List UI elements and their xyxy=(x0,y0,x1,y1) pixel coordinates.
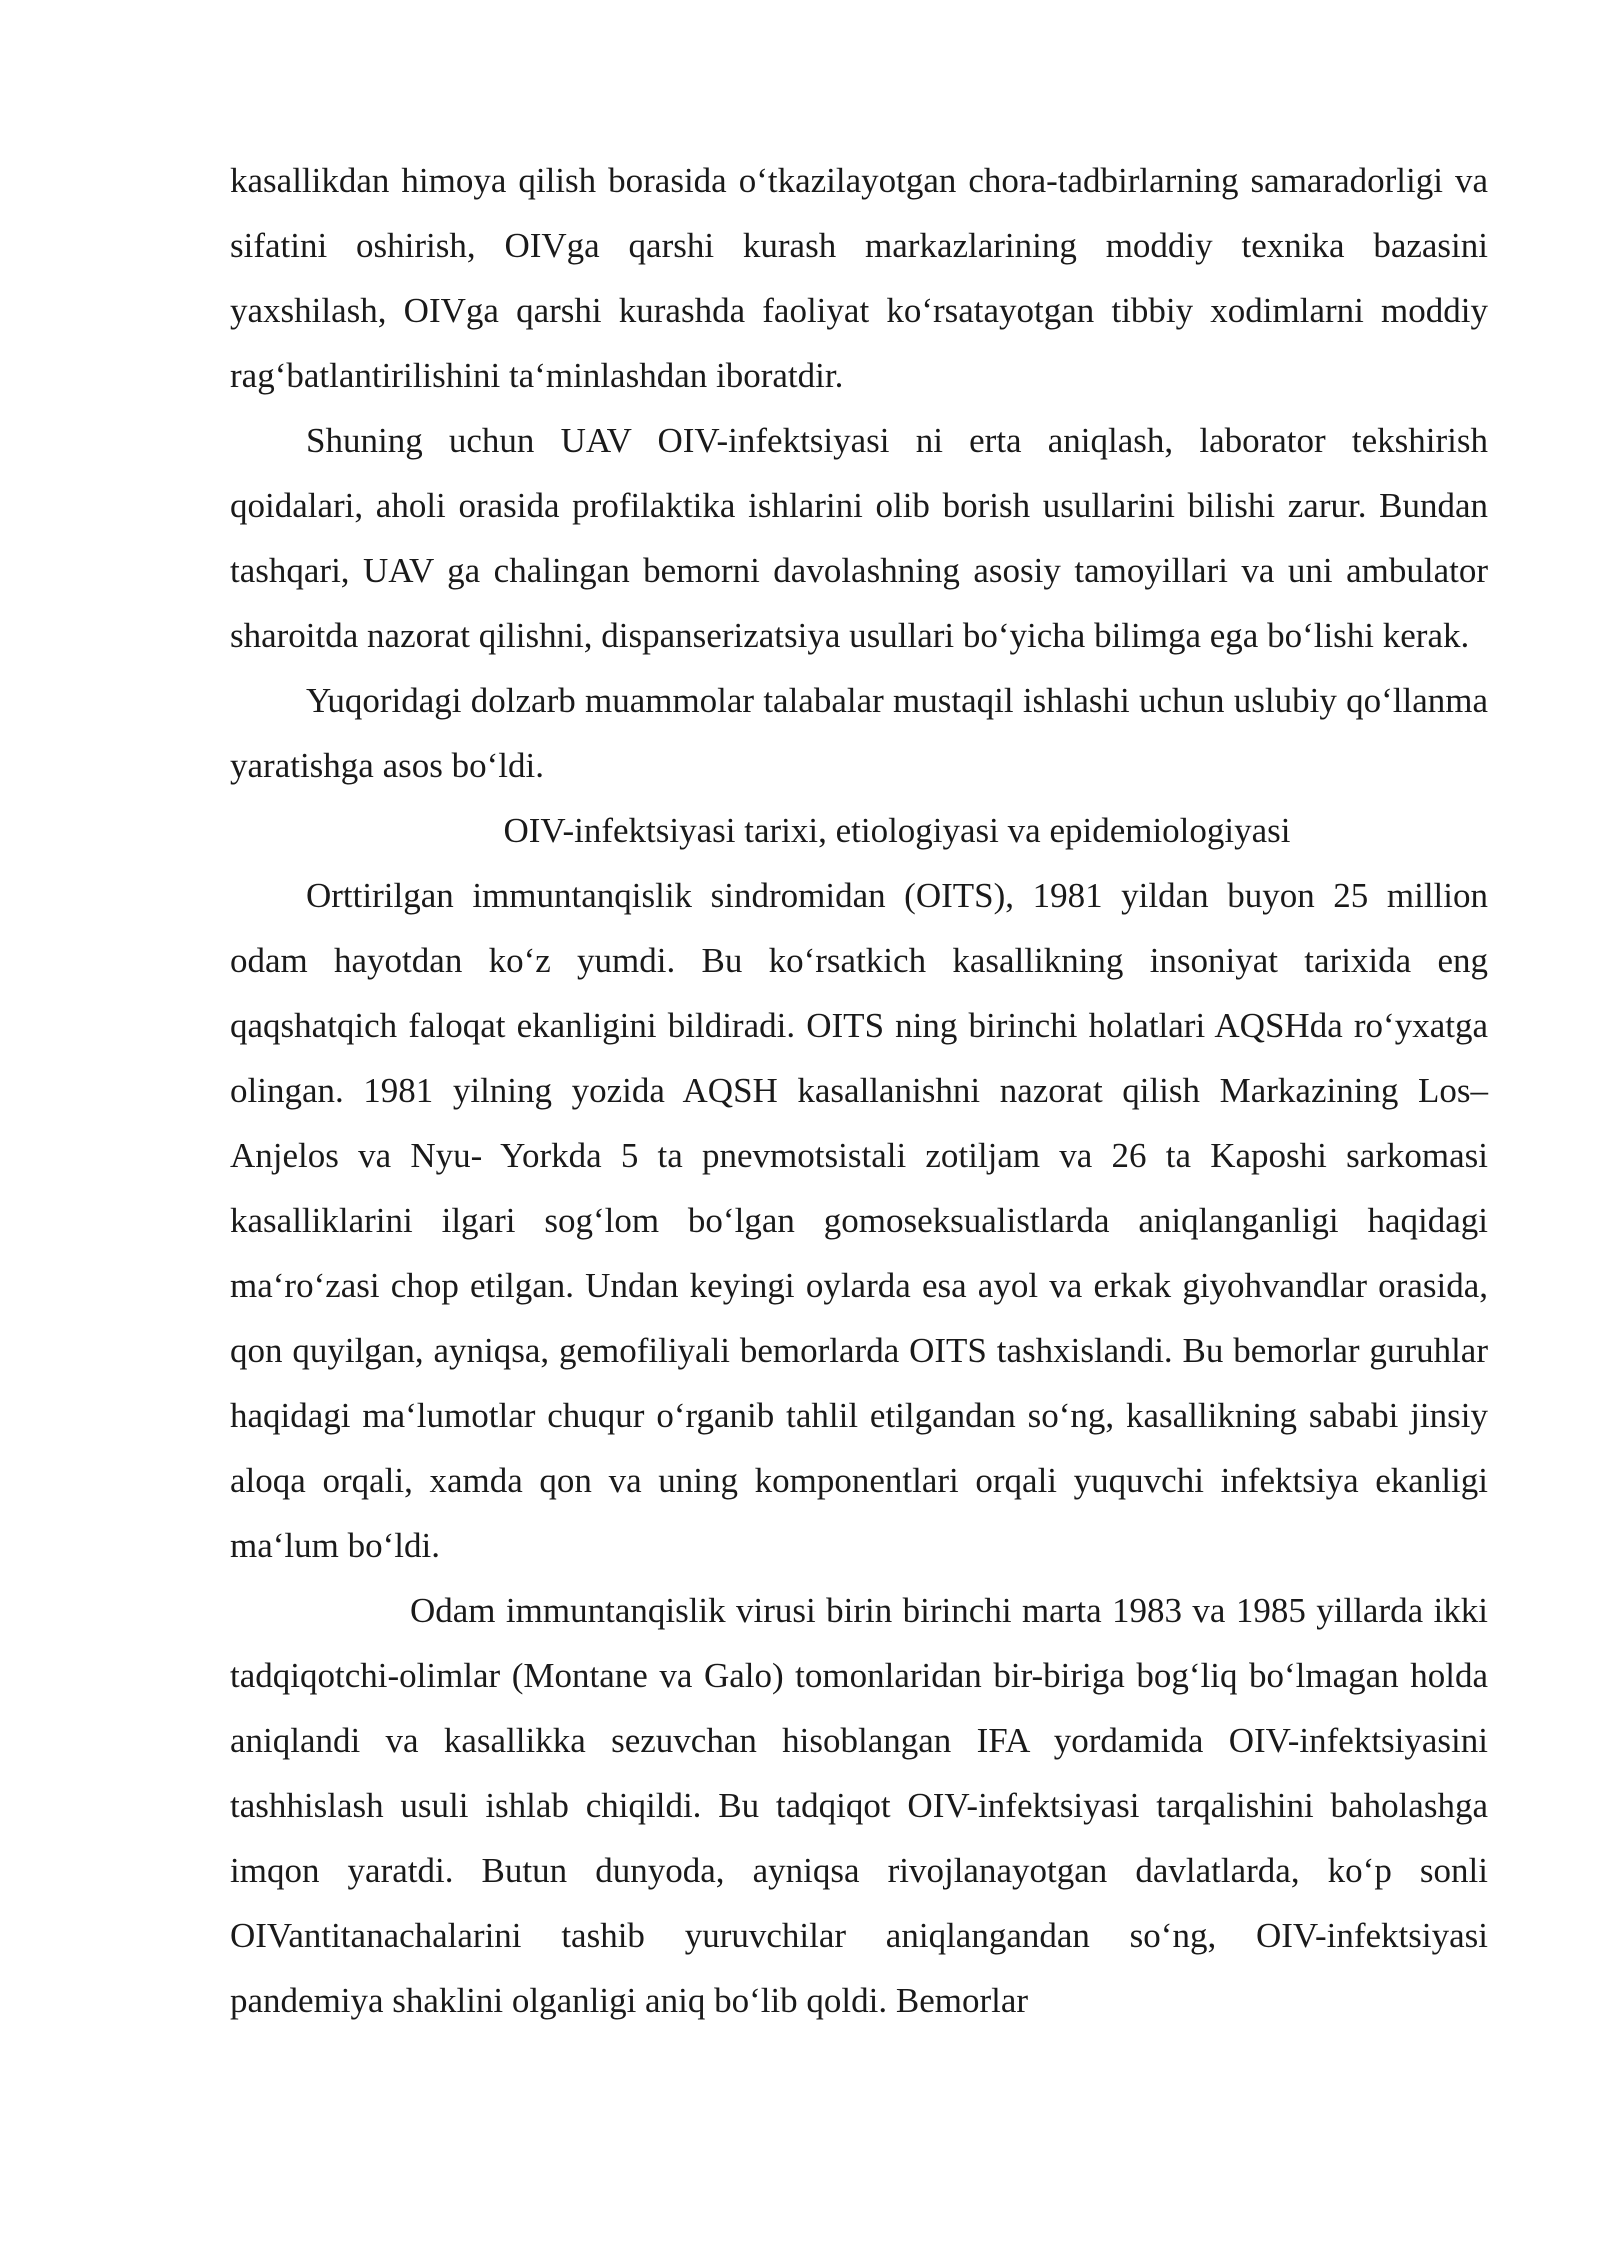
paragraph-uav-knowledge: Shuning uchun UAV OIV-infektsiyasi ni erta aniqlash, laborator tekshirish qoidalari, aholi orasida profilaktika ishlarini olib borish usullarini bilishi zarur. Bundan tashqari, UAV ga chalingan bemorni davolashning asosiy tamoyillari va uni ambulator sharoitda nazorat qilishni, dispanserizatsiya usullari bo‘yicha bilimga ega bo‘lishi kerak. xyxy=(230,421,1488,655)
document-page xyxy=(230,148,1488,2033)
paragraph-manual-basis: Yuqoridagi dolzarb muammolar talabalar mustaqil ishlashi uchun uslubiy qo‘llanma yaratishga asos bo‘ldi. xyxy=(230,681,1488,785)
paragraph-virus-discovery: Odam immuntanqislik virusi birin birinchi marta 1983 va 1985 yillarda ikki tadqiqotchi-olimlar (Montane va Galo) tomonlaridan bir-biriga bog‘liq bo‘lmagan holda aniqlandi va kasallikka sezuvchan hisoblangan IFA yordamida OIV-infektsiyasini tashhislash usuli ishlab chiqildi. Bu tadqiqot OIV-infektsiyasi tarqalishini baholashga imqon yaratdi. Butun dunyoda, ayniqsa rivojlanayotgan davlatlarda, ko‘p sonli OIVantitanachalarini tashib yuruvchilar aniqlangandan so‘ng, OIV-infektsiyasi pandemiya shaklini olganligi aniq bo‘lib qoldi. Bemorlar xyxy=(230,1591,1488,2020)
paragraph-aids-history: Orttirilgan immuntanqislik sindromidan (OITS), 1981 yildan buyon 25 million odam hayotdan ko‘z yumdi. Bu ko‘rsatkich kasallikning insoniyat tarixida eng qaqshatqich faloqat ekanligini bildiradi. OITS ning birinchi holatlari AQSHda ro‘yxatga olingan. 1981 yilning yozida AQSH kasallanishni nazorat qilish Markazining Los–Anjelos va Nyu- Yorkda 5 ta pnevmotsistali zotiljam va 26 ta Kaposhi sarkomasi kasalliklarini ilgari sog‘lom bo‘lgan gomoseksualistlarda aniqlanganligi haqidagi ma‘ro‘zasi chop etilgan. Undan keyingi oylarda esa ayol va erkak giyohvandlar orasida, qon quyilgan, ayniqsa, gemofiliyali bemorlarda OITS tashxislandi. Bu bemorlar guruhlar haqidagi ma‘lumotlar chuqur o‘rganib tahlil etilgandan so‘ng, kasallikning sababi jinsiy aloqa orqali, xamda qon va uning komponentlari orqali yuquvchi infektsiya ekanligi ma‘lum bo‘ldi. xyxy=(230,876,1488,1565)
paragraph-intro-continuation: kasallikdan himoya qilish borasida o‘tkazilayotgan chora-tadbirlarning samaradorligi va sifatini oshirish, OIVga qarshi kurash markazlarining moddiy texnika bazasini yaxshilash, OIVga qarshi kurashda faoliyat ko‘rsatayotgan tibbiy xodimlarni moddiy rag‘batlantirilishini ta‘minlashdan iboratdir. xyxy=(230,161,1488,395)
section-heading: OIV-infektsiyasi tarixi, etiologiyasi va epidemiologiyasi xyxy=(503,811,1291,850)
